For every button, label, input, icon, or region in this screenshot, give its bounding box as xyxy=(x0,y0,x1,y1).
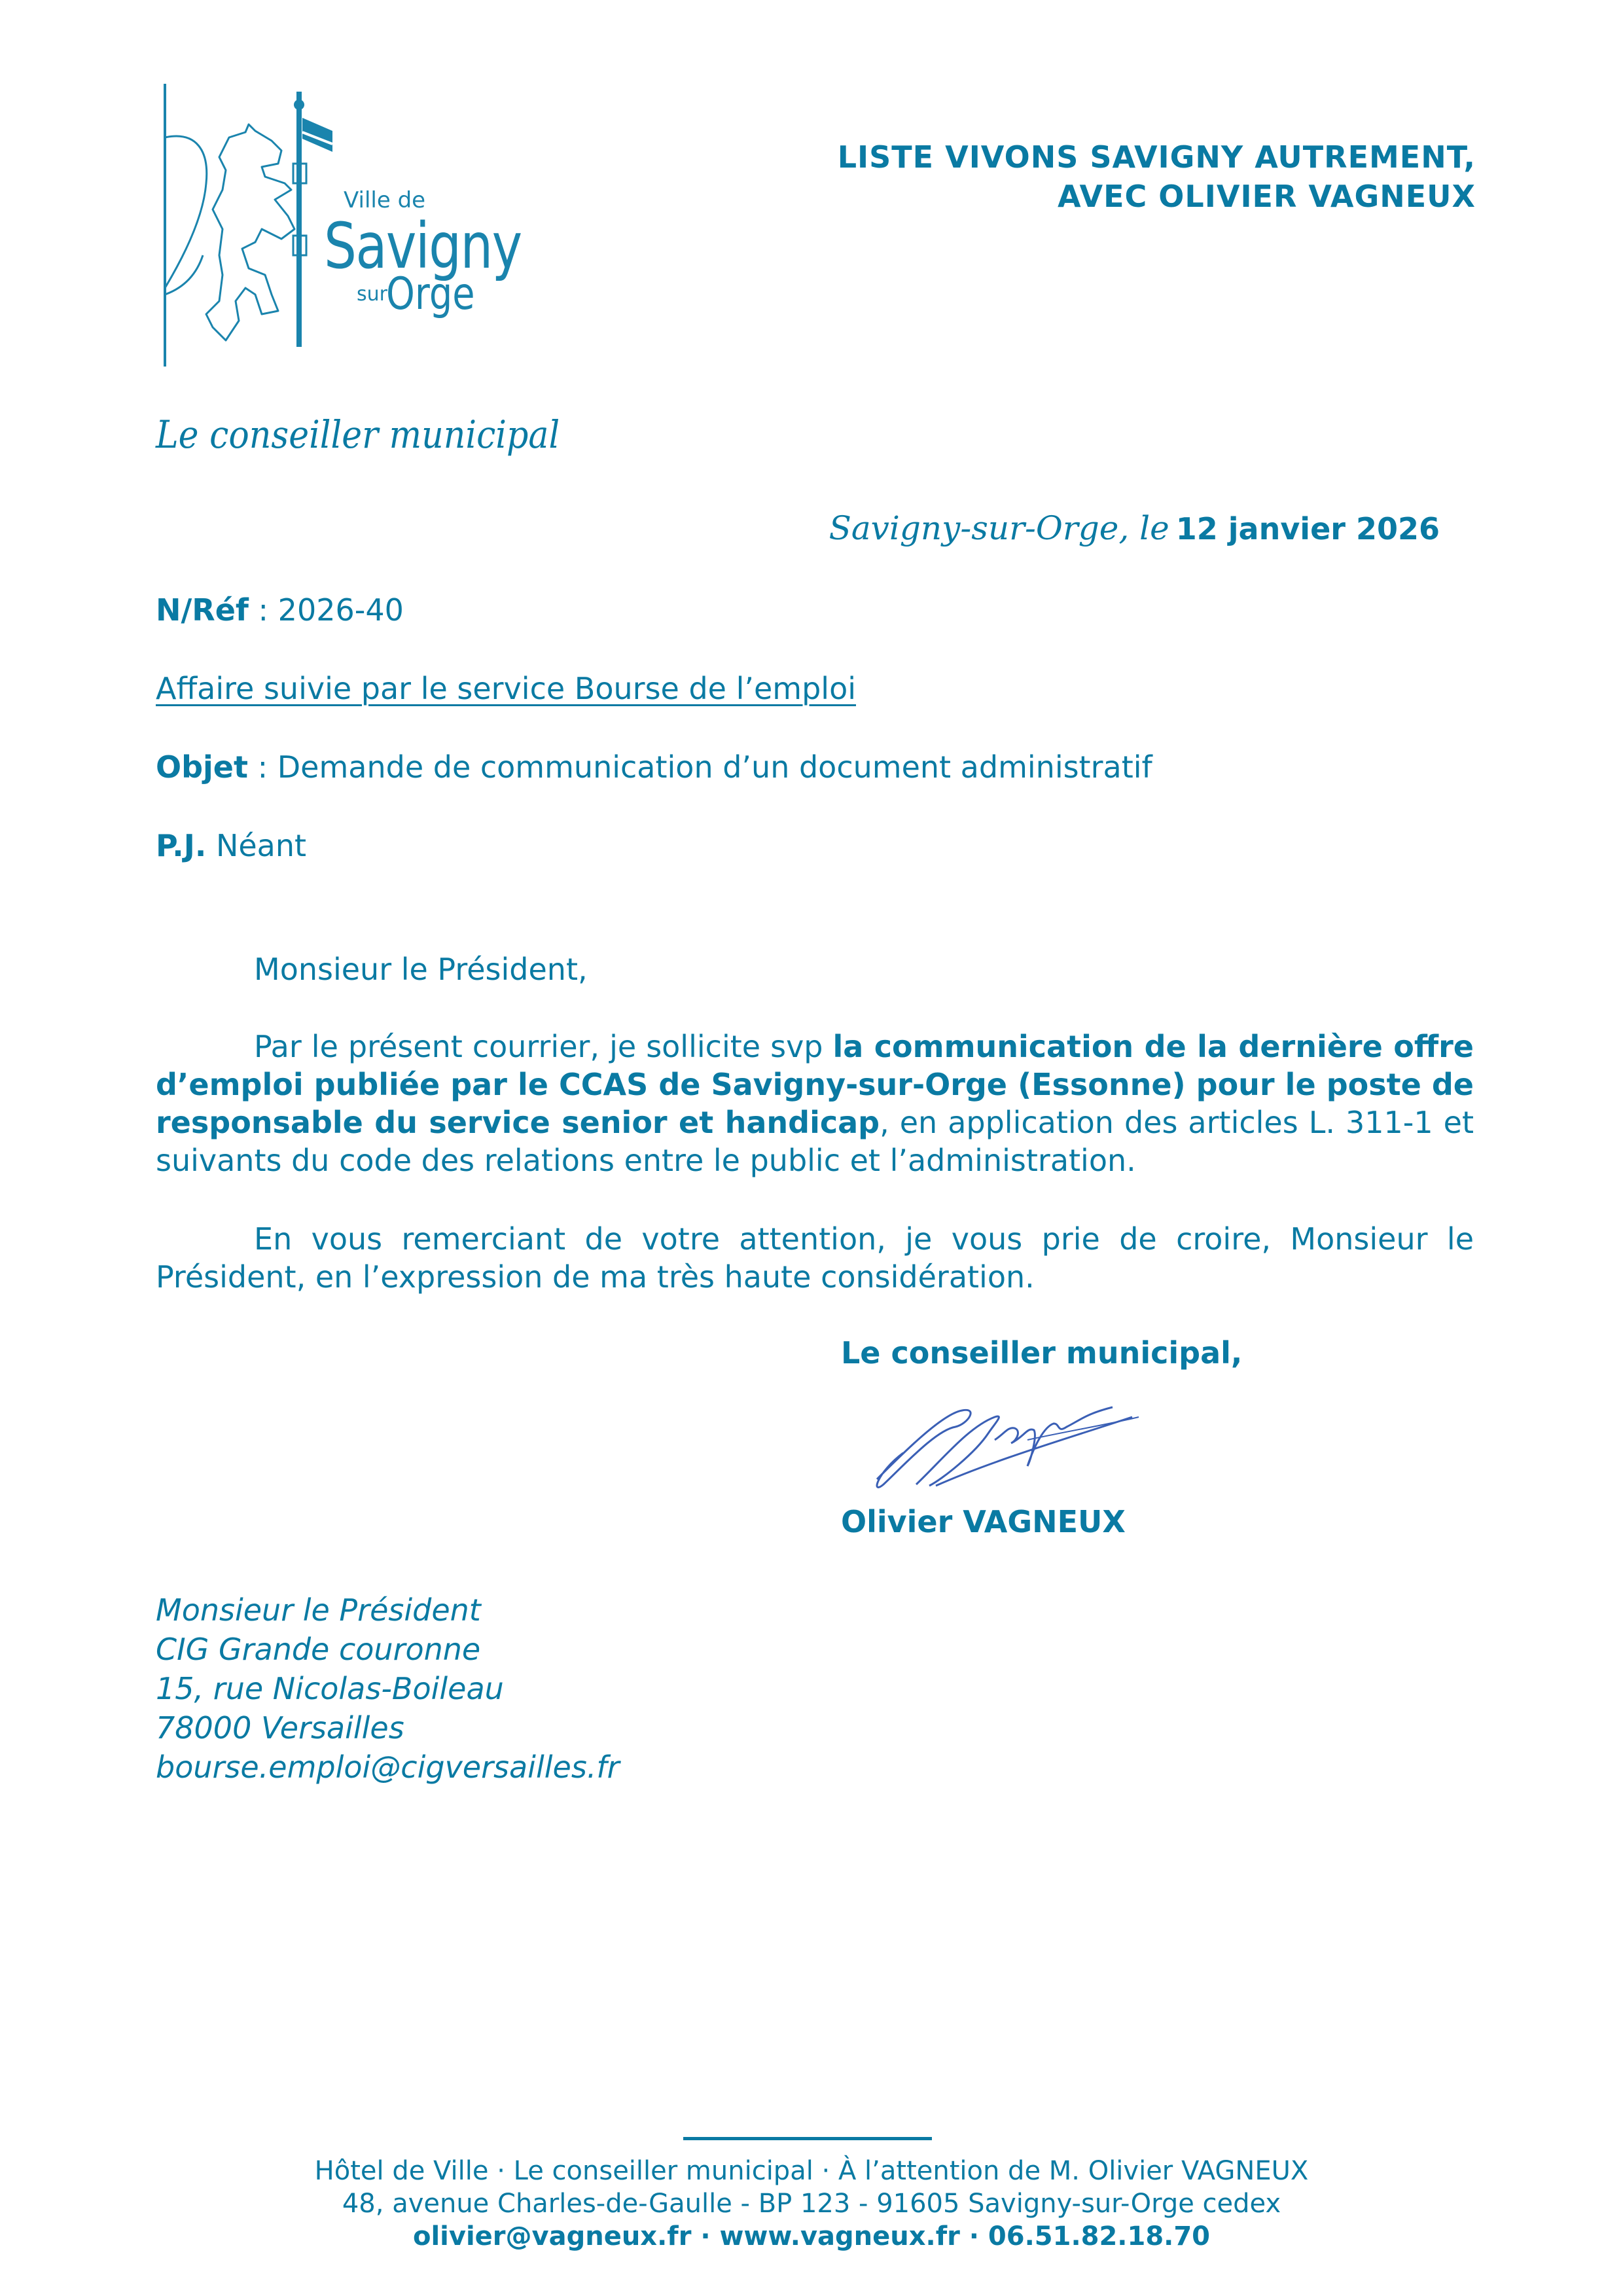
salutation: Monsieur le Président, xyxy=(254,952,588,987)
object-label: Objet xyxy=(156,749,248,785)
followed-by-line: Affaire suivie par le service Bourse de l’emploi xyxy=(156,671,856,706)
object-value: : Demande de communication d’un document administratif xyxy=(248,749,1152,785)
recipient-line: CIG Grande couronne xyxy=(156,1632,481,1667)
signature-title: Le conseiller municipal, xyxy=(841,1335,1243,1371)
paragraph-request xyxy=(156,1028,1474,1179)
handwritten-signature-icon xyxy=(864,1388,1230,1505)
object-line xyxy=(156,749,1152,785)
reference-line xyxy=(156,592,404,628)
footer-line1: Hôtel de Ville · Le conseiller municipal · À l’attention de M. Olivier VAGNEUX xyxy=(314,2156,1309,2186)
recipient-line: 15, rue Nicolas-Boileau xyxy=(156,1671,504,1706)
footer-divider xyxy=(683,2137,932,2140)
sender-title: Le conseiller municipal xyxy=(156,412,560,457)
reference-label: N/Réf xyxy=(156,592,249,628)
list-title-line2: AVEC OLIVIER VAGNEUX xyxy=(1058,179,1476,214)
date: 12 janvier 2026 xyxy=(1175,511,1440,547)
reference-value: : 2026-40 xyxy=(248,592,404,628)
place: Savigny-sur-Orge, le xyxy=(829,509,1169,547)
p1-end: , en application des articles L. 311-1 et suivants du code des relations entre le public et l’administration. xyxy=(156,1105,1474,1178)
logo-ville-de: Ville de xyxy=(344,187,426,213)
recipient-line: 78000 Versailles xyxy=(156,1710,404,1746)
attachments-line xyxy=(156,828,306,863)
list-title-line1: LISTE VIVONS SAVIGNY AUTREMENT, xyxy=(837,139,1476,175)
recipient-email: bourse.emploi@cigversailles.fr xyxy=(156,1749,620,1785)
logo-sur: sur xyxy=(357,283,387,306)
attachments-label: P.J. xyxy=(156,828,207,863)
recipient-line: Monsieur le Président xyxy=(156,1592,481,1628)
list-title xyxy=(838,137,1476,216)
logo-savigny: Savigny xyxy=(324,209,522,283)
signatory-name: Olivier VAGNEUX xyxy=(841,1504,1126,1539)
paragraph-closing: En vous remerciant de votre attention, je vous prie de croire, Monsieur le Président, en l’expression de ma très haute considération. xyxy=(156,1221,1474,1295)
attachments-value: Néant xyxy=(206,828,307,863)
logo-orge: Orge xyxy=(386,268,475,320)
footer-line2: 48, avenue Charles-de-Gaulle - BP 123 - 91605 Savigny-sur-Orge cedex xyxy=(342,2189,1281,2219)
footer-contact: olivier@vagneux.fr · www.vagneux.fr · 06.51.82.18.70 xyxy=(412,2221,1211,2251)
p1-start: Par le présent courrier, je sollicite svp xyxy=(254,1029,833,1064)
recipient-address xyxy=(156,1590,620,1787)
footer xyxy=(0,2155,1623,2253)
place-date xyxy=(829,509,1440,547)
p1-bold-request: la communication de la dernière offre d’emploi publiée par le CCAS de Savigny-sur-Orge (Essonne) pour le poste de responsable du service senior et handicap xyxy=(156,1029,1474,1140)
